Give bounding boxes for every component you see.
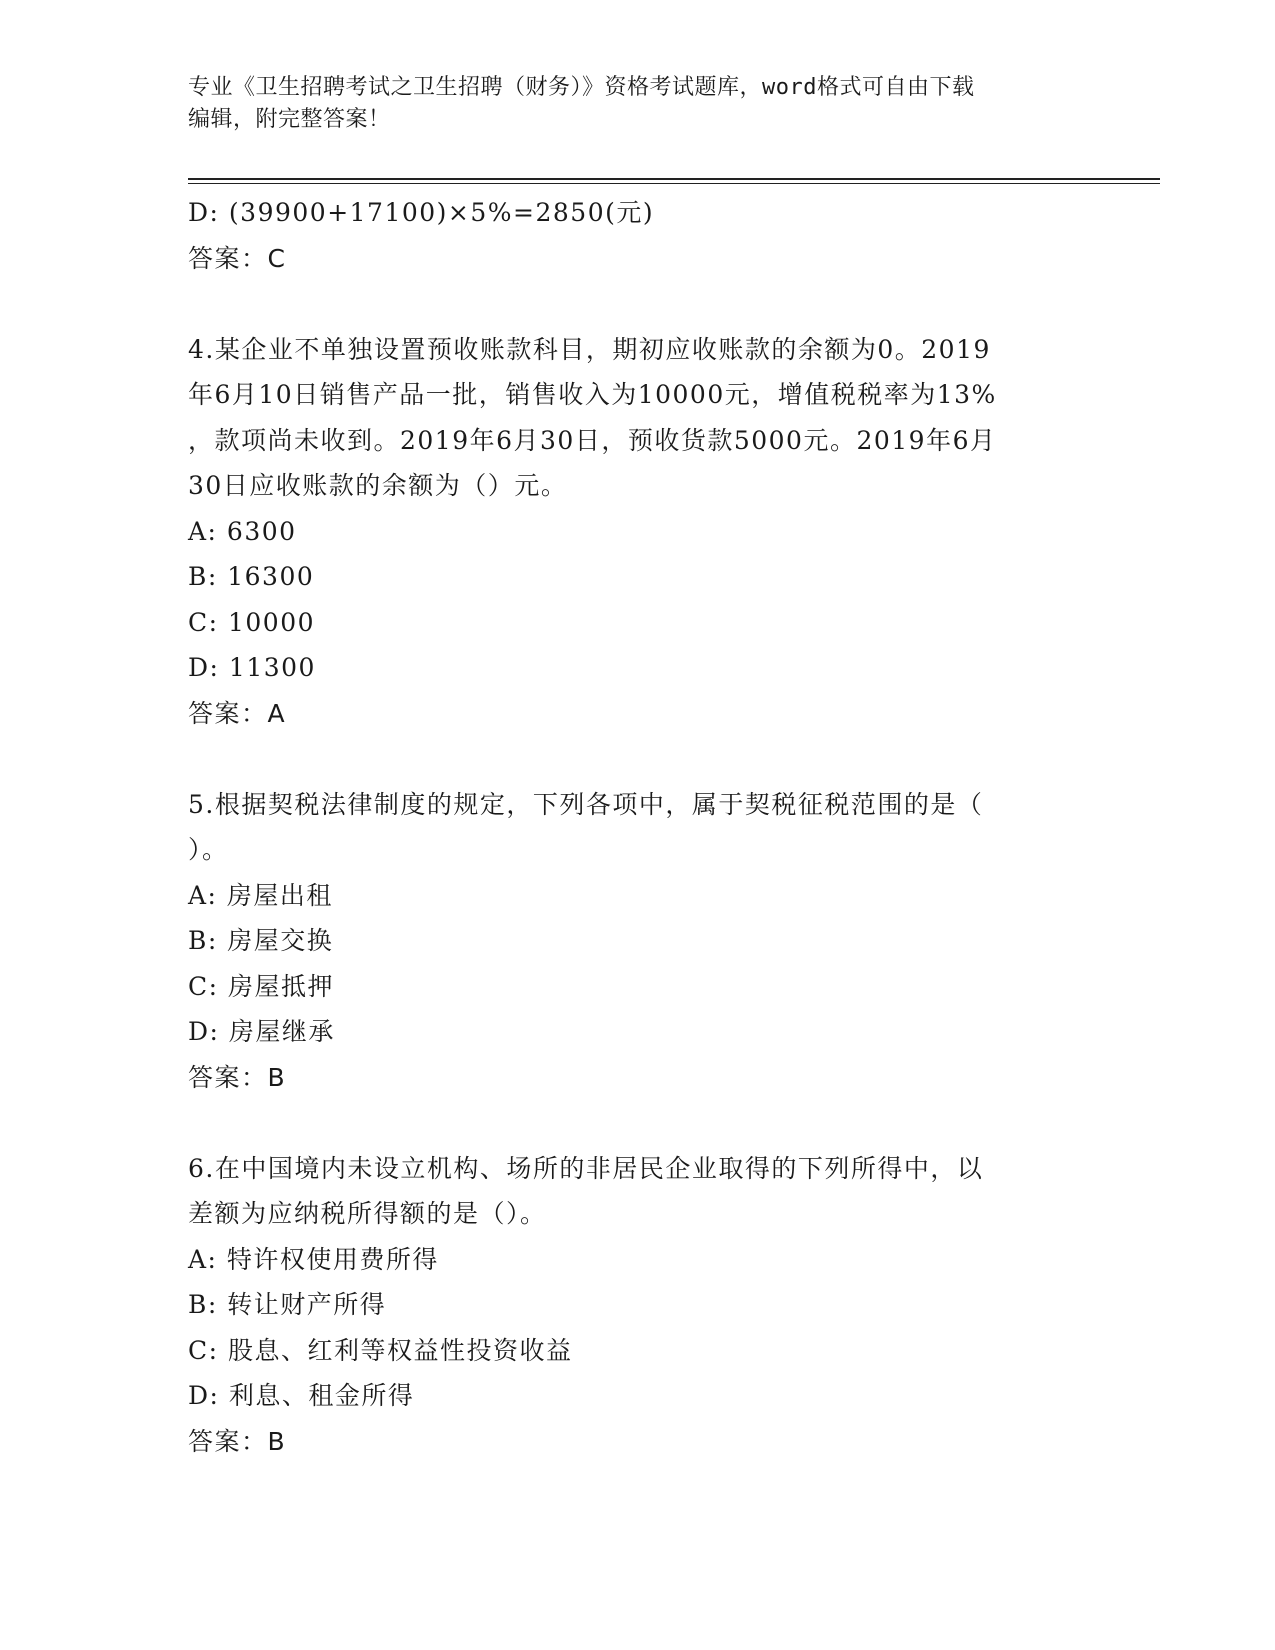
header-divider-thick bbox=[188, 178, 1160, 180]
option-c: C: 股息、红利等权益性投资收益 bbox=[188, 1335, 573, 1365]
option-c: C: 房屋抵押 bbox=[188, 971, 334, 1001]
spacer bbox=[188, 281, 1068, 327]
header-divider-thin bbox=[188, 183, 1160, 184]
spacer bbox=[188, 736, 1068, 782]
option-a: A: 房屋出租 bbox=[188, 880, 333, 910]
option-a: A: 特许权使用费所得 bbox=[188, 1244, 439, 1274]
question-6 bbox=[188, 1146, 1068, 1465]
answer-line: 答案：C bbox=[188, 243, 287, 273]
option-c: C: 10000 bbox=[188, 607, 316, 637]
question-stem-line: 差额为应纳税所得额的是（）。 bbox=[188, 1199, 547, 1228]
option-b: B: 16300 bbox=[188, 562, 315, 591]
question-stem-line: 年6月10日销售产品一批，销售收入为10000元，增值税税率为13% bbox=[188, 380, 997, 409]
spacer bbox=[188, 1100, 1068, 1146]
question-stem-line: ）。 bbox=[188, 835, 229, 864]
header-line-2: 编辑，附完整答案！ bbox=[188, 107, 391, 132]
option-b: B: 房屋交换 bbox=[188, 926, 334, 955]
option-d: D: 房屋继承 bbox=[188, 1017, 335, 1046]
question-stem-line: 5.根据契税法律制度的规定，下列各项中，属于契税征税范围的是（ bbox=[188, 789, 984, 819]
answer-line: 答案：A bbox=[188, 698, 287, 728]
answer-line: 答案：B bbox=[188, 1062, 287, 1092]
question-stem-line: 30日应收账款的余额为（）元。 bbox=[188, 471, 568, 500]
option-a: A: 6300 bbox=[188, 516, 297, 546]
question-stem-line: 6.在中国境内未设立机构、场所的非居民企业取得的下列所得中，以 bbox=[188, 1153, 984, 1183]
answer-line: 答案：B bbox=[188, 1426, 287, 1456]
question-stem-line: ，款项尚未收到。2019年6月30日，预收货款5000元。2019年6月 bbox=[188, 425, 997, 455]
option-d: D: 11300 bbox=[188, 653, 316, 682]
option-d: D: (39900+17100)×5%=2850(元) bbox=[188, 198, 655, 227]
question-5 bbox=[188, 782, 1068, 1101]
previous-question-tail bbox=[188, 190, 1068, 281]
question-4 bbox=[188, 327, 1068, 737]
header-line-1: 专业《卫生招聘考试之卫生招聘（财务）》资格考试题库，word格式可自由下载 bbox=[188, 75, 975, 100]
question-stem-line: 4.某企业不单独设置预收账款科目，期初应收账款的余额为0。2019 bbox=[188, 334, 991, 364]
option-b: B: 转让财产所得 bbox=[188, 1290, 387, 1319]
option-d: D: 利息、租金所得 bbox=[188, 1381, 415, 1410]
document-header bbox=[188, 72, 1068, 136]
document-body bbox=[188, 190, 1068, 1464]
